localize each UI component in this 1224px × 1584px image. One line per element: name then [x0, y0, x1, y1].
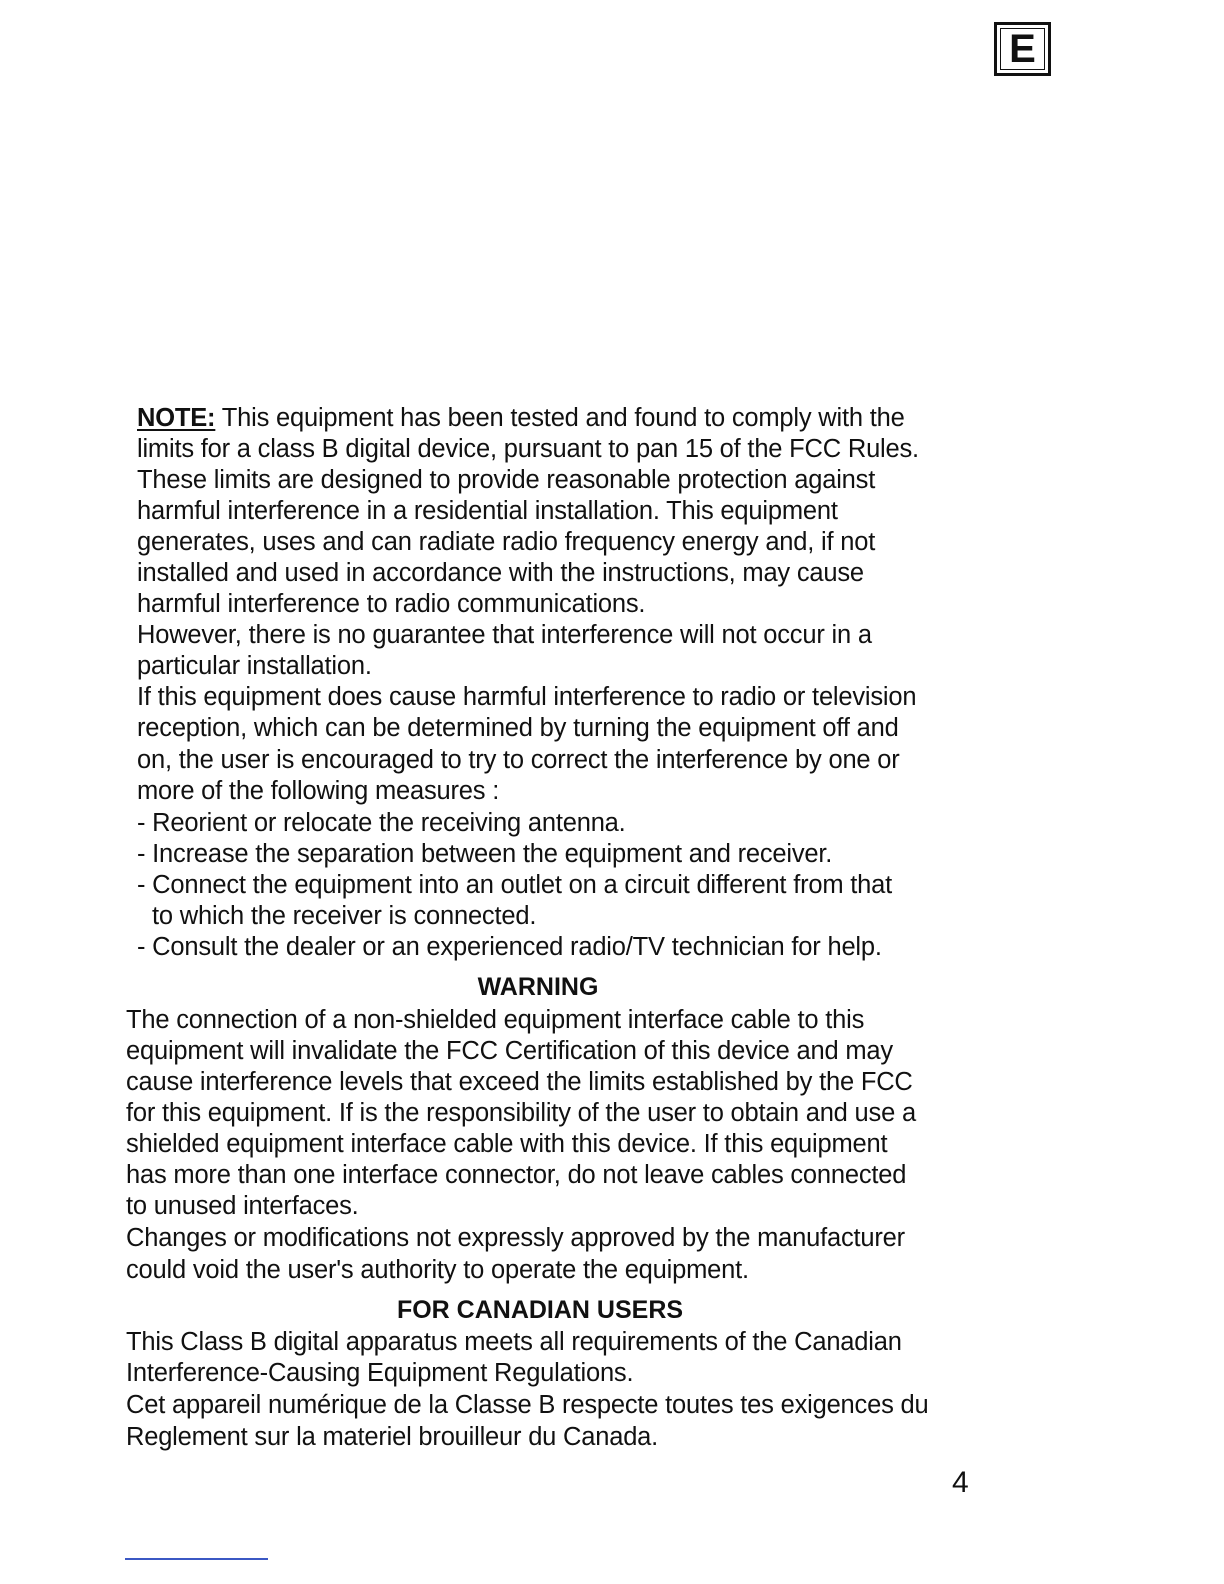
- measure-item: - Connect the equipment into an outlet on a circuit different from that: [137, 871, 893, 899]
- warning-line: shielded equipment interface cable with this device. If this equipment: [126, 1130, 888, 1158]
- note-first-line: This equipment has been tested and found to comply with the: [215, 404, 905, 432]
- note-line: installed and used in accordance with the instructions, may cause: [137, 559, 864, 587]
- note-line: limits for a class B digital device, pursuant to pan 15 of the FCC Rules.: [137, 435, 919, 463]
- warning-line: to unused interfaces.: [126, 1192, 359, 1220]
- measure-item-continuation: to which the receiver is connected.: [152, 902, 537, 930]
- canadian-heading: FOR CANADIAN USERS: [396, 1296, 684, 1324]
- canadian-line: This Class B digital apparatus meets all requirements of the Canadian: [126, 1328, 902, 1356]
- warning-heading: WARNING: [477, 973, 599, 1001]
- note-line: However, there is no guarantee that interference will not occur in a: [137, 621, 872, 649]
- measure-item: - Consult the dealer or an experienced radio/TV technician for help.: [137, 933, 882, 961]
- measure-item: - Reorient or relocate the receiving antenna.: [137, 809, 626, 837]
- canadian-line: Reglement sur la materiel brouilleur du Canada.: [126, 1423, 659, 1451]
- note-line: generates, uses and can radiate radio frequency energy and, if not: [137, 528, 876, 556]
- warning-line: equipment will invalidate the FCC Certification of this device and may: [126, 1037, 893, 1065]
- canadian-line: Cet appareil numérique de la Classe B respecte toutes tes exigences du: [126, 1391, 929, 1419]
- note-line: harmful interference in a residential installation. This equipment: [137, 497, 838, 525]
- note-line: If this equipment does cause harmful interference to radio or television: [137, 683, 917, 711]
- note-line: [137, 403, 905, 433]
- page-number: 4: [952, 1466, 969, 1499]
- warning-line: Changes or modifications not expressly approved by the manufacturer: [126, 1224, 905, 1252]
- note-line: harmful interference to radio communications.: [137, 590, 646, 618]
- warning-line: could void the user's authority to operate the equipment.: [126, 1256, 749, 1284]
- warning-line: for this equipment. If is the responsibility of the user to obtain and use a: [126, 1099, 916, 1127]
- note-line: reception, which can be determined by turning the equipment off and: [137, 714, 899, 742]
- warning-line: cause interference levels that exceed the limits established by the FCC: [126, 1068, 913, 1096]
- language-badge: E: [994, 22, 1051, 76]
- note-line: These limits are designed to provide reasonable protection against: [137, 466, 876, 494]
- note-line: on, the user is encouraged to try to correct the interference by one or: [137, 746, 900, 774]
- note-line: particular installation.: [137, 652, 372, 680]
- footer-rule: [125, 1558, 268, 1560]
- canadian-line: Interference-Causing Equipment Regulations.: [126, 1359, 634, 1387]
- warning-line: has more than one interface connector, do not leave cables connected: [126, 1161, 907, 1189]
- warning-line: The connection of a non-shielded equipment interface cable to this: [126, 1006, 865, 1034]
- note-line: more of the following measures :: [137, 777, 500, 805]
- measure-item: - Increase the separation between the equipment and receiver.: [137, 840, 833, 868]
- note-label: NOTE:: [137, 404, 216, 432]
